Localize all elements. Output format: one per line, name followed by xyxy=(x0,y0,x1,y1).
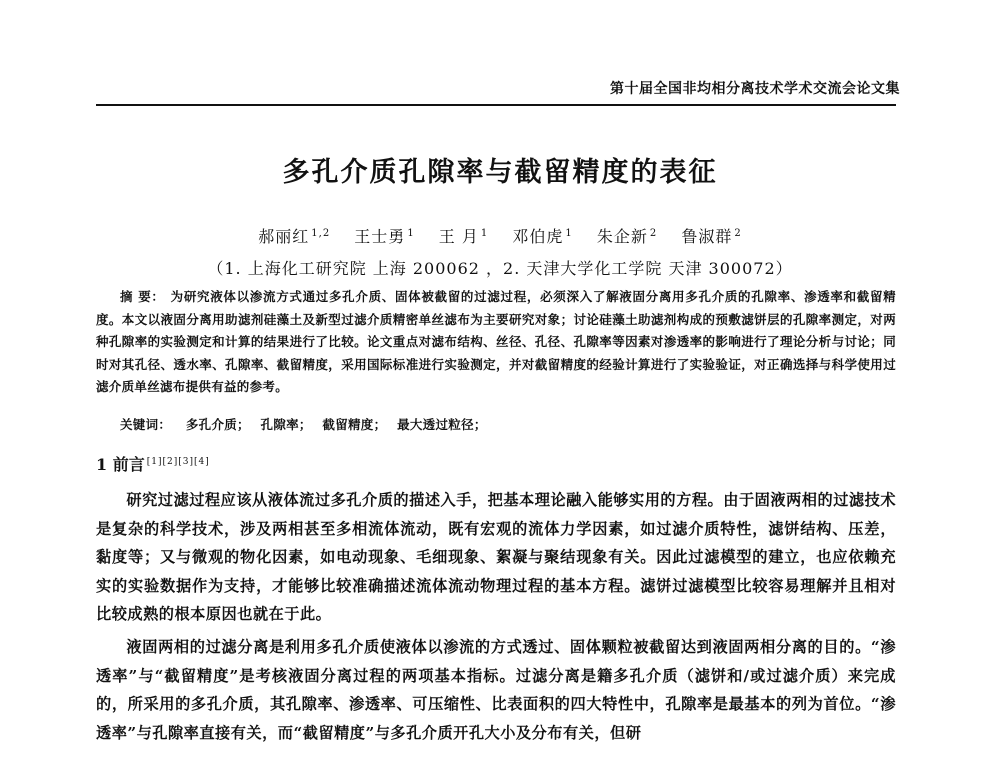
author-affiliation-mark: 1 xyxy=(565,227,573,239)
section-references: [1][2][3][4] xyxy=(146,456,210,467)
author xyxy=(597,227,657,246)
abstract-label: 摘 要： xyxy=(120,289,165,304)
author xyxy=(439,227,488,246)
author-affiliation-mark: 2 xyxy=(734,227,742,239)
author-name: 郝丽红 xyxy=(258,227,310,246)
keyword: 多孔介质； xyxy=(185,417,250,432)
abstract-text: 为研究液体以渗流方式通过多孔介质、固体被截留的过滤过程，必须深入了解液固分离用多孔介质的孔隙率、渗透率和截留精度。本文以液固分离用助滤剂硅藻土及新型过滤介质精密单丝滤布为主要研究对象；讨论硅藻土助滤剂构成的预敷滤饼层的孔隙率测定，对两种孔隙率的实验测定和计算的结果进行了比较。论文重点对滤布结构、丝径、孔径、孔隙率等因素对渗透率的影响进行了理论分析与讨论；同时对其孔径、透水率、孔隙率、截留精度，采用国际标准进行实验测定，并对截留精度的经验计算进行了实验验证，对正确选择与科学使用过滤介质单丝滤布提供有益的参考。 xyxy=(96,289,896,394)
section-heading-text: 1 前言 xyxy=(96,455,145,474)
author-name: 王 月 xyxy=(438,227,479,246)
body-paragraph: 研究过滤过程应该从液体流过多孔介质的描述入手，把基本理论融入能够实用的方程。由于固液两相的过滤技术是复杂的科学技术，涉及两相甚至多相流体流动，既有宏观的流体力学因素，如过滤介质特性，滤饼结构、压差，黏度等；又与微观的物化因素，如电动现象、毛细现象、絮凝与聚结现象有关。因此过滤模型的建立，也应依赖充实的实验数据作为支持，才能够比较准确描述流体流动物理过程的基本方程。滤饼过滤模型比较容易理解并且相对比较成熟的根本原因也就在于此。 xyxy=(96,491,896,623)
author-name: 朱企新 xyxy=(596,227,648,246)
author-name: 王士勇 xyxy=(354,227,406,246)
author-name: 鲁淑群 xyxy=(681,227,733,246)
keyword: 截留精度； xyxy=(322,417,387,432)
author xyxy=(354,227,414,246)
author xyxy=(681,227,741,246)
affiliations: （1. 上海化工研究院 上海 200062 ，2. 天津大学化工学院 天津 300072） xyxy=(207,259,793,278)
author-affiliation-mark: 2 xyxy=(649,227,658,239)
author-affiliation-mark: 1 xyxy=(480,227,489,239)
keywords xyxy=(120,415,896,433)
author-affiliation-mark: 1 xyxy=(407,227,415,239)
running-header: 第十届全国非均相分离技术学术交流会论文集 xyxy=(610,81,900,97)
section-heading xyxy=(96,452,210,475)
abstract xyxy=(96,286,896,399)
author xyxy=(258,227,330,246)
author-affiliation-mark: 1,2 xyxy=(311,227,331,239)
paper-title: 多孔介质孔隙率与截留精度的表征 xyxy=(282,157,718,188)
keywords-label: 关键词： xyxy=(120,417,172,432)
body-paragraph: 液固两相的过滤分离是利用多孔介质使液体以渗流的方式透过、固体颗粒被截留达到液固两相分离的目的。“渗透率”与“截留精度”是考核液固分离过程的两项基本指标。过滤分离是籍多孔介质（滤饼和/或过滤介质）来完成的，所采用的多孔介质，其孔隙率、渗透率、可压缩性、比表面积的四大特性中，孔隙率是最基本的列为首位。“渗透率”与孔隙率直接有关，而“截留精度”与多孔介质开孔大小及分布有关，但研 xyxy=(96,638,896,742)
author-name: 邓伯虎 xyxy=(512,227,564,246)
keyword: 最大透过粒径； xyxy=(397,417,487,432)
header-rule xyxy=(96,104,896,106)
author xyxy=(512,227,572,246)
keyword: 孔隙率； xyxy=(260,417,312,432)
author-list xyxy=(0,224,1000,247)
